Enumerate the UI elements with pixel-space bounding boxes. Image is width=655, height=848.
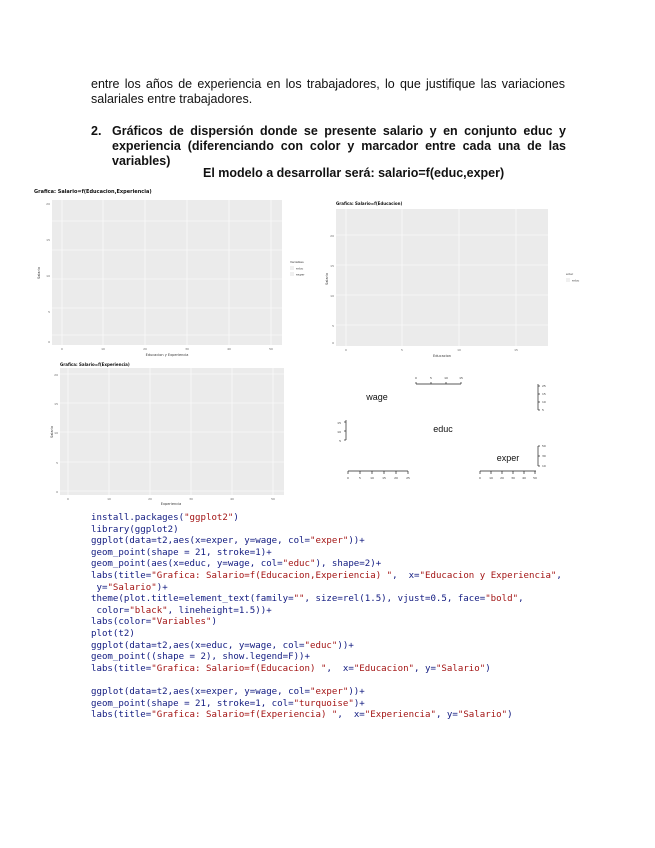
code-token: labs(title= (91, 663, 152, 674)
model-statement: El modelo a desarrollar será: salario=f(educ,exper) (203, 166, 505, 180)
plot2-legend-key (566, 278, 570, 282)
plot1-panel (52, 200, 282, 345)
code-line (91, 652, 562, 664)
pairs-right-tick: 30 (542, 454, 546, 458)
code-token: ), shape=2)+ (315, 559, 382, 570)
code-token: , lineheight=1.5))+ (167, 605, 272, 616)
code-token: , (518, 594, 524, 605)
code-token: install.packages( (91, 513, 185, 523)
code-line (91, 675, 562, 687)
plot1-legend-key (290, 272, 294, 276)
pairs-bottom-tick: 20 (500, 476, 504, 480)
plot3-x-tick: 50 (271, 497, 275, 501)
plot2-y-tick: 20 (330, 234, 334, 238)
pairs-bottom-tick: 0 (479, 476, 481, 480)
pairs-top-tick: 5 (430, 376, 432, 380)
list-item-line-1: Gráficos de dispersión donde se presente salario y en conjunto educ y (112, 124, 566, 138)
code-string: "bold" (485, 594, 519, 605)
code-line (91, 525, 562, 537)
code-token: geom_point(aes(x=educ, y=wage, col= (91, 559, 283, 570)
code-token: ))+ (348, 536, 365, 547)
plot1-legend-key (290, 266, 294, 270)
plot1-legend-title: Variables (290, 260, 304, 264)
plot1-y-tick: 0 (48, 340, 50, 344)
plot1-x-label: Educacion y Experiencia (145, 353, 189, 357)
plot1-x-tick: 10 (101, 347, 105, 351)
code-token: , y= (414, 663, 436, 674)
code-token: ) (233, 513, 239, 523)
code-string: "black" (129, 605, 168, 616)
code-line (91, 710, 562, 722)
plot1-legend-item: exper (296, 272, 305, 277)
pairs-bottom-tick: 5 (359, 476, 361, 480)
plot-salario-educ (322, 197, 585, 363)
plot3-x-tick: 10 (107, 497, 111, 501)
code-string: "Salario" (435, 663, 486, 674)
code-line (91, 687, 562, 699)
pairs-right-tick: 10 (542, 464, 546, 468)
pairs-label-exper: exper (496, 453, 520, 463)
code-token: labs(color= (91, 617, 152, 628)
pairs-bottom-tick: 50 (533, 476, 537, 480)
pairs-bottom-tick: 0 (347, 476, 349, 480)
code-token: )+ (156, 582, 168, 593)
code-token: color= (91, 605, 130, 616)
plot1-y-tick: 20 (46, 202, 50, 206)
pairs-right-tick: 15 (542, 392, 546, 396)
code-string: "educ" (282, 559, 316, 570)
code-token: , size=rel(1.5), vjust=0.5, face= (304, 594, 486, 605)
pairs-bottom-tick: 10 (489, 476, 493, 480)
plot2-x-tick: 0 (345, 348, 347, 352)
code-token: ))+ (337, 640, 354, 651)
code-token: geom_point((shape = 2), show.legend=F))+ (91, 652, 310, 663)
code-line (91, 629, 562, 641)
plot1-legend-item: educ (296, 266, 304, 271)
pairs-left-tick: 10 (337, 430, 341, 434)
pairs-label-wage: wage (366, 392, 388, 402)
plot1-y-tick: 10 (46, 274, 50, 278)
code-string: "" (293, 594, 305, 605)
pairs-right-tick: 25 (542, 384, 546, 388)
code-token: library(ggplot2) (91, 524, 179, 535)
code-token: labs(title= (91, 710, 152, 721)
r-code-block (91, 513, 562, 722)
code-token: labs(title= (91, 570, 152, 581)
pairs-bottom-tick: 30 (511, 476, 515, 480)
code-string: "Salario" (457, 710, 508, 721)
pairs-bottom-tick: 10 (370, 476, 374, 480)
code-line (91, 664, 562, 676)
code-string: "educ" (304, 640, 338, 651)
code-string: "Salario" (107, 582, 157, 593)
code-token: , x= (392, 570, 420, 581)
intro-line-2: salariales entre trabajadores. (91, 92, 253, 106)
plot3-x-tick: 30 (189, 497, 193, 501)
list-item-text (112, 124, 566, 169)
plot2-y-tick: 10 (330, 294, 334, 298)
code-token: y= (91, 582, 108, 593)
code-token: ) (485, 663, 491, 674)
code-line (91, 513, 562, 525)
code-token: geom_point(shape = 21, stroke=1)+ (91, 547, 272, 558)
code-line (91, 536, 562, 548)
code-string: "turquoise" (293, 698, 354, 709)
code-string: "Grafica: Salario=f(Experiencia) " (151, 710, 338, 721)
list-item-line-3: variables) (112, 154, 171, 168)
plot3-x-tick: 0 (67, 497, 69, 501)
code-token: , y= (435, 710, 458, 721)
code-string: "Experiencia" (364, 710, 436, 721)
plot2-y-tick: 0 (332, 341, 334, 345)
plot2-y-label: Salario (325, 272, 329, 286)
code-string: "exper" (310, 686, 349, 697)
code-line (91, 641, 562, 653)
pairs-left-tick: 5 (339, 439, 341, 443)
code-line (91, 606, 562, 618)
plot3-y-tick: 5 (56, 461, 58, 465)
plot2-y-tick: 15 (330, 264, 334, 268)
plot2-y-tick: 5 (332, 324, 334, 328)
code-token: theme(plot.title=element_text(family= (91, 594, 294, 605)
pairs-label-educ: educ (433, 424, 453, 434)
code-string: "ggplot2" (184, 513, 234, 523)
code-token: , (556, 570, 562, 581)
plot1-y-tick: 15 (46, 238, 50, 242)
code-line (91, 617, 562, 629)
plot2-title: Grafica: Salario=f(Educacion) (336, 201, 403, 206)
code-token: ggplot(data=t2,aes(x=exper, y=wage, col= (91, 536, 310, 547)
code-line (91, 583, 562, 595)
plot3-y-label: Salario (50, 425, 54, 439)
plot-salario-exper (50, 358, 285, 508)
plot3-panel (60, 368, 284, 495)
code-string: "Grafica: Salario=f(Educacion) " (151, 663, 327, 674)
pairs-top-tick: 10 (444, 376, 448, 380)
plot1-x-tick: 30 (185, 347, 189, 351)
pairs-bottom-tick: 20 (394, 476, 398, 480)
code-token: geom_point(shape = 21, stroke=1, col= (91, 698, 294, 709)
plot3-y-tick: 15 (54, 402, 58, 406)
code-token: ggplot(data=t2,aes(x=educ, y=wage, col= (91, 640, 305, 651)
list-item-number: 2. (91, 124, 102, 138)
plot3-y-tick: 0 (56, 490, 58, 494)
pairs-top-tick: 15 (459, 376, 463, 380)
plot1-x-tick: 0 (61, 347, 63, 351)
plot1-x-tick: 20 (143, 347, 147, 351)
code-token: ggplot(data=t2,aes(x=exper, y=wage, col= (91, 686, 310, 697)
plot1-x-tick: 50 (269, 347, 273, 351)
plot2-x-label: Educacion (433, 354, 451, 358)
code-line (91, 559, 562, 571)
plot3-title: Grafica: Salario=f(Experiencia) (60, 362, 130, 367)
pairs-right-tick: 10 (542, 400, 546, 404)
code-token: )+ (353, 698, 365, 709)
code-token: , x= (326, 663, 354, 674)
code-token: , x= (337, 710, 365, 721)
code-line (91, 548, 562, 560)
plot3-x-tick: 20 (148, 497, 152, 501)
plot3-y-tick: 20 (54, 373, 58, 377)
code-token: ))+ (348, 686, 365, 697)
pairs-right-tick: 50 (542, 444, 546, 448)
code-token: plot(t2) (91, 628, 135, 639)
pairs-plot (332, 366, 552, 488)
pairs-left-tick: 15 (337, 421, 341, 425)
code-token: ) (211, 617, 217, 628)
plot1-title: Grafica: Salario=f(Educacion,Experiencia) (34, 189, 152, 195)
code-line (91, 571, 562, 583)
plot1-y-tick: 5 (48, 310, 50, 314)
plot3-y-tick: 10 (54, 431, 58, 435)
code-token: ) (507, 710, 513, 721)
pairs-bottom-tick: 40 (522, 476, 526, 480)
plot2-x-tick: 15 (514, 348, 518, 352)
code-string: "Grafica: Salario=f(Educacion,Experiencia) " (151, 570, 393, 581)
code-line (91, 699, 562, 711)
plot1-x-tick: 40 (227, 347, 231, 351)
pairs-bottom-tick: 25 (406, 476, 410, 480)
plot3-x-label: Experiencia (160, 502, 182, 506)
code-string: "exper" (310, 536, 349, 547)
list-item-line-2: experiencia (diferenciando con color y marcador entre cada una de las (112, 139, 566, 153)
plot2-legend-title: educ (566, 272, 574, 276)
code-string: "Educacion y Experiencia" (419, 570, 557, 581)
plot3-x-tick: 40 (230, 497, 234, 501)
pairs-right-tick: 5 (542, 408, 544, 412)
plot-salario-educ-exper (30, 183, 322, 358)
code-line (91, 594, 562, 606)
plot1-y-label: Salario (37, 266, 41, 280)
plot2-x-tick: 5 (401, 348, 403, 352)
intro-line-1: entre los años de experiencia en los trabajadores, lo que justifique las variaciones (91, 77, 565, 91)
plot2-legend-item: educ (572, 278, 580, 283)
pairs-top-tick: 0 (415, 376, 417, 380)
plot2-x-tick: 10 (457, 348, 461, 352)
code-string: "Variables" (151, 617, 212, 628)
pairs-bottom-tick: 15 (382, 476, 386, 480)
code-string: "Educacion" (353, 663, 415, 674)
